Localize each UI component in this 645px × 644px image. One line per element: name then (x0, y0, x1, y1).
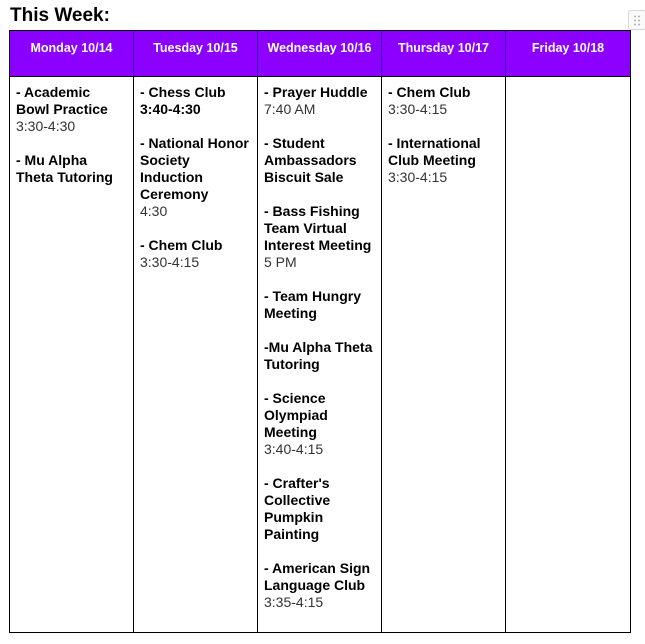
event-item (264, 390, 375, 458)
header-row (10, 31, 631, 77)
day-header-friday: Friday 10/18 (506, 31, 631, 77)
event-item (388, 84, 499, 118)
day-header-tuesday: Tuesday 10/15 (134, 31, 258, 77)
event-time: 3:30-4:30 (16, 118, 76, 134)
event-item (140, 237, 251, 271)
event-time: 7:40 AM (264, 101, 316, 117)
event-name: -Mu Alpha Theta Tutoring (264, 339, 373, 372)
event-item (388, 135, 499, 186)
event-name: - Team Hungry Meeting (264, 288, 361, 321)
event-item (16, 84, 127, 135)
week-schedule-table (9, 30, 631, 633)
event-name: - Chem Club (140, 237, 223, 253)
event-time: 3:40-4:15 (264, 441, 324, 457)
event-name: - International Club Meeting (388, 135, 481, 168)
event-item (264, 339, 375, 373)
grip-dots-icon (633, 15, 641, 26)
event-name: - Academic Bowl Practice (16, 84, 108, 117)
event-item (264, 475, 375, 543)
event-name: - National Honor Society Induction Ceremony (140, 135, 249, 202)
event-name: - Mu Alpha Theta Tutoring (16, 152, 113, 185)
event-name: - Prayer Huddle (264, 84, 368, 100)
event-name: - Student Ambassadors Biscuit Sale (264, 135, 357, 185)
day-cell-monday (10, 77, 134, 633)
event-name: - Chess Club (140, 84, 226, 100)
event-time: 5 PM (264, 254, 297, 270)
event-item (140, 135, 251, 220)
day-header-wednesday: Wednesday 10/16 (258, 31, 382, 77)
events-row (10, 77, 631, 633)
event-item (264, 560, 375, 611)
event-time: 4:30 (140, 203, 168, 219)
event-item (264, 135, 375, 186)
drag-handle[interactable] (628, 10, 645, 30)
event-time: 3:30-4:15 (140, 254, 200, 270)
day-cell-tuesday (134, 77, 258, 633)
event-name: - Bass Fishing Team Virtual Interest Meeting (264, 203, 372, 253)
day-header-monday: Monday 10/14 (10, 31, 134, 77)
event-name: - Crafter's Collective Pumpkin Painting (264, 475, 331, 542)
day-cell-thursday (382, 77, 506, 633)
event-time: 3:35-4:15 (264, 594, 324, 610)
event-name: - Science Olympiad Meeting (264, 390, 328, 440)
day-header-thursday: Thursday 10/17 (382, 31, 506, 77)
event-name: - American Sign Language Club (264, 560, 371, 593)
event-item (140, 84, 251, 118)
event-time: 3:30-4:15 (388, 169, 448, 185)
day-cell-wednesday (258, 77, 382, 633)
event-item (264, 84, 375, 118)
page-title: This Week: (10, 5, 110, 26)
event-time: 3:40-4:30 (140, 101, 201, 117)
event-item (264, 288, 375, 322)
event-time: 3:30-4:15 (388, 101, 448, 117)
event-name: - Chem Club (388, 84, 471, 100)
event-item (264, 203, 375, 271)
day-cell-friday (506, 77, 631, 633)
event-item (16, 152, 127, 186)
